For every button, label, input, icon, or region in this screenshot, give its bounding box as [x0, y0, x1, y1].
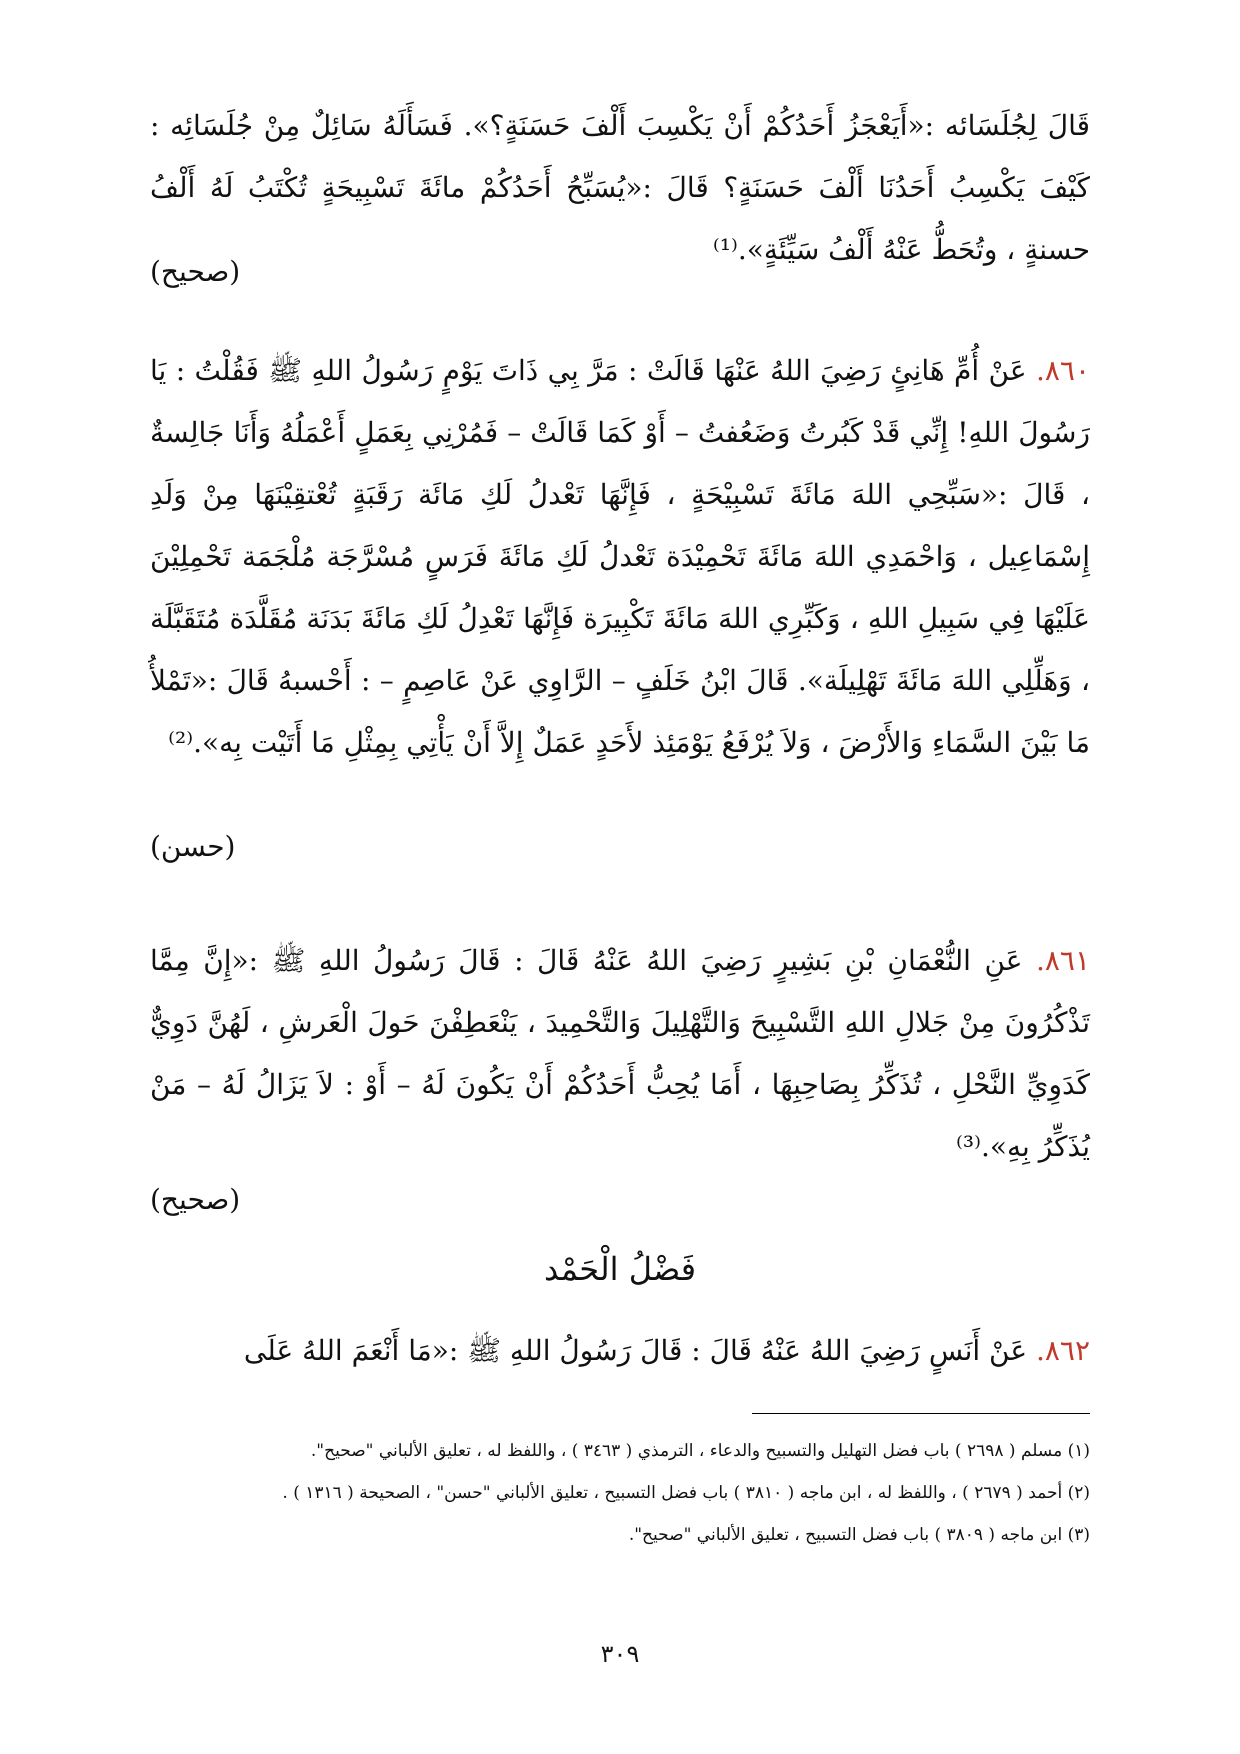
grade-label: (صحيح): [150, 1183, 241, 1216]
paragraph-text: عَنْ أَنَسٍ رَضِيَ اللهُ عَنْهُ قَالَ : قَالَ رَسُولُ اللهِ ﷺ :«مَا أَنْعَمَ اللهُ عَلَى: [243, 1334, 1036, 1367]
footnote: (٢) أحمد ( ٢٦٧٩ ) ، واللفظ له ، ابن ماجه ( ٣٨١٠ ) باب فضل التسبيح ، تعليق الألباني "حسن" ، الصحيحة ( ١٣١٦ ) .: [282, 1483, 1090, 1503]
footnote: (١) مسلم ( ٢٦٩٨ ) باب فضل التهليل والتسبيح والدعاء ، الترمذي ( ٣٤٦٣ ) ، واللفظ له ، تعليق الألباني "صحيح".: [310, 1441, 1090, 1461]
grade-label: (حسن): [150, 830, 236, 863]
section-heading: فَضْلُ الْحَمْد: [543, 1250, 697, 1288]
paragraph-continuation: [150, 95, 1090, 281]
footnotes: [150, 1430, 1090, 1556]
hadith-860: [150, 340, 1090, 774]
paragraph-text: عَنِ النُّعْمَانِ بْنِ بَشِيرٍ رَضِيَ اللهُ عَنْهُ قَالَ : قَالَ رَسُولُ اللهِ ﷺ :«إِنَّ مِمَّا تَذْكُرُونَ مِنْ جَلالِ اللهِ التَّسْبِيحَ وَالتَّهْلِيلَ وَالتَّحْمِيدَ ، يَنْعَطِفْنَ حَولَ الْعَرشِ ، لَهُنَّ دَوِيٌّ كَدَوِيِّ النَّحْلِ ، تُذَكِّرُ بِصَاحِبِهَا ، أَمَا يُحِبُّ أَحَدُكُمْ أَنْ يَكُونَ لَهُ – أَوْ : لاَ يَزَالُ لَهُ – مَنْ يُذَكِّرُ بِهِ».⁽³⁾: [150, 944, 1090, 1163]
hadith-861: [150, 930, 1090, 1178]
grade-label: (صحيح): [150, 255, 241, 288]
hadith-number: ٨٦٠.: [1035, 354, 1090, 387]
footnote-divider: [752, 1413, 1090, 1414]
hadith-number: ٨٦٢.: [1035, 1334, 1090, 1367]
footnote: (٣) ابن ماجه ( ٣٨٠٩ ) باب فضل التسبيح ، تعليق الألباني "صحيح".: [628, 1525, 1090, 1545]
paragraph-text: قَالَ لِجُلَسَائه :«أَيَعْجَزُ أَحَدُكُمْ أَنْ يَكْسِبَ أَلْفَ حَسَنَةٍ؟». فَسَأَلَهُ سَائِلٌ مِنْ جُلَسَائِه : كَيْفَ يَكْسِبُ أَحَدُنَا أَلْفَ حَسَنَةٍ؟ قَالَ :«يُسَبِّحُ أَحَدُكُمْ مائَةَ تَسْبِيحَةٍ تُكْتَبُ لَهُ أَلْفُ حسنةٍ ، وتُحَطُّ عَنْهُ أَلْفُ سَيِّئَةٍ».⁽¹⁾: [150, 109, 1090, 266]
hadith-862: [150, 1320, 1090, 1382]
paragraph-text: عَنْ أُمِّ هَانِئٍ رَضِيَ اللهُ عَنْهَا قَالَتْ : مَرَّ بِي ذَاتَ يَوْمٍ رَسُولُ اللهِ ﷺ فَقُلْتُ : يَا رَسُولَ اللهِ! إِنِّي قَدْ كَبُرتُ وَضَعُفتُ – أَوْ كَمَا قَالَتْ – فَمُرْنِي بِعَمَلٍ أَعْمَلُهُ وَأَنَا جَالِسةٌ ، قَالَ :«سَبِّحِي اللهَ مَائَةَ تَسْبِيْحَةٍ ، فَإِنَّهَا تَعْدلُ لَكِ مَائَة رَقَبَةٍ تُعْتقِيْنَهَا مِنْ وَلَدِ إِسْمَاعِيل ، وَاحْمَدِي اللهَ مَائَةَ تَحْمِيْدَة تَعْدلُ لَكِ مَائَةَ فَرَسٍ مُسْرَّجَة مُلْجَمَة تَحْمِلِيْنَ عَلَيْهَا فِي سَبِيلِ اللهِ ، وَكَبِّرِي اللهَ مَائَةَ تَكْبِيرَة فَإِنَّهَا تَعْدِلُ لَكِ مَائَةَ بَدَنَة مُقَلَّدَة مُتَقَبَّلَة ، وَهَلِّلِي اللهَ مَائَةَ تَهْلِيلَة». قَالَ ابْنُ خَلَفٍ – الرَّاوِي عَنْ عَاصِمٍ – : أَحْسبهُ قَالَ :«تَمْلأُ مَا بَيْنَ السَّمَاءِ وَالأَرْضَ ، وَلاَ يُرْفَعُ يَوْمَئِذ لأَحَدٍ عَمَلٌ إِلاَّ أَنْ يَأْتِي بِمِثْلِ مَا أَتَيْت بِه».⁽²⁾: [150, 354, 1090, 759]
page-number: ٣٠٩: [600, 1640, 640, 1668]
hadith-number: ٨٦١.: [1035, 944, 1090, 977]
